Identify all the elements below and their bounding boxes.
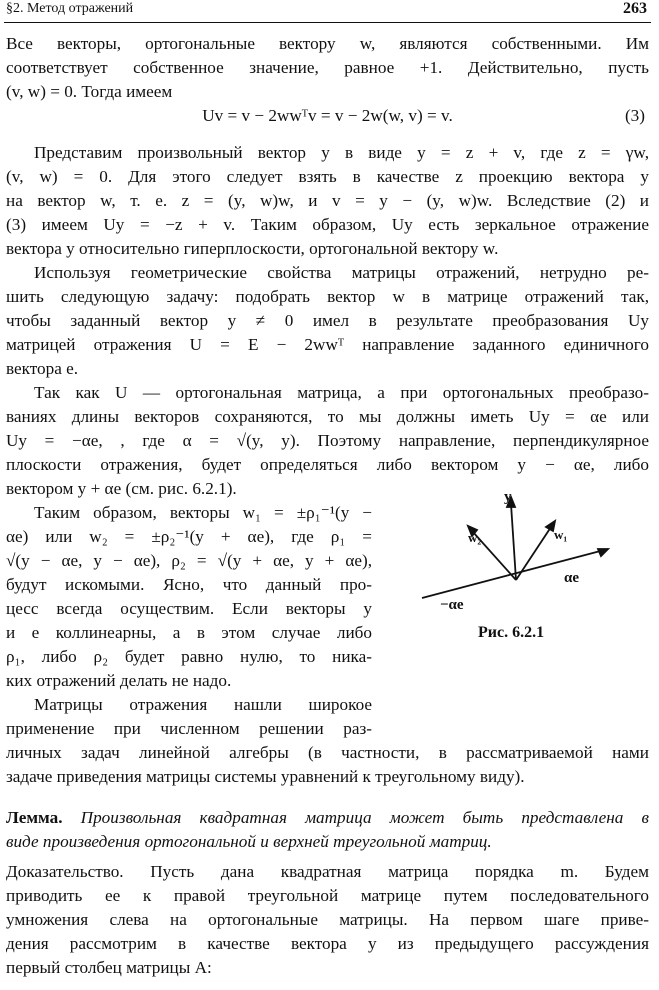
lemma-statement [6,808,649,828]
text-line: личных задач линейной алгебры (в частности, в рассматриваемой нами [6,743,649,762]
text-line: Используя геометрические свойства матрицы отражений, нетрудно ре- [34,263,649,282]
running-header [4,0,651,23]
text-line: √(y − αe, y − αe), ρ₂ = √(y + αe, y + αe), [6,551,372,570]
y-vector [511,504,516,580]
text-line: ρ₁, либо ρ₂ будет равно нулю, то ника- [6,647,372,666]
text-line: шить следующую задачу: подобрать вектор w в матрице отражений так, [6,287,649,306]
text-line: умножения слева на ортогональные матрицы. На первом шаге приве- [6,910,649,929]
label-alpha-e: αe [564,570,580,586]
text-line: ких отражений делать не надо. [6,671,232,690]
text-line: Представим произвольный вектор y в виде y = z + v, где z = γw, [34,143,649,162]
text-line: вектора e. [6,359,79,378]
text-line: вектором y + αe (см. рис. 6.2.1). [6,479,237,498]
lemma-text: Произвольная квадратная матрица может быть представлена в [80,808,649,827]
text-line: виде произведения ортогональной и верхней треугольной матриц. [6,832,492,851]
text-line: применение при численном решении раз- [6,719,372,738]
text-line: вектора y относительно гиперплоскости, ортогональной вектору w. [6,239,499,258]
text-line: ваниях длины векторов сохраняются, то мы должны иметь Uy = αe или [6,407,649,426]
w1-vector [516,527,551,580]
reflection-figure [418,485,648,630]
text-line: плоскости отражения, будет определяться либо вектором y − αe, либо [6,455,649,474]
text-line: (3) имеем Uy = −z + v. Таким образом, Uy есть зеркальное отражение [6,215,649,234]
text-line: на вектор w, т. е. z = (y, w)w, и v = y − (y, w)w. Вследствие (2) и [6,191,649,210]
text-line: (v, w) = 0. Тогда имеем [6,82,173,101]
text-line: будут искомыми. Ясно, что данный про- [6,575,372,594]
lemma-label: Лемма. [6,808,63,827]
figure-caption: Рис. 6.2.1 [478,624,545,641]
text-line: Все векторы, ортогональные вектору w, являются собственными. Им [6,34,649,53]
text-line: матрицей отражения U = E − 2wwᵀ направление заданного единичного [6,335,649,354]
label-w2: w₂ [468,530,482,545]
text-line: соответствует собственное значение, равное +1. Действительно, пусть [6,58,649,77]
alpha-e-arrowhead [598,549,608,556]
page-number: 263 [623,0,647,17]
text-line: Таким образом, векторы w₁ = ±ρ₁⁻¹(y − [34,503,372,522]
text-line: первый столбец матрицы A: [6,958,212,977]
text-line: чтобы заданный вектор y ≠ 0 имел в результате преобразования Uy [6,311,649,330]
equation-number: (3) [624,106,645,125]
label-y: y [504,489,512,505]
equation-3: Uv = v − 2wwᵀv = v − 2w(w, v) = v. [202,106,453,125]
text-line: задаче приведения матрицы системы уравнений к треугольному виду). [6,767,525,786]
text-line: цесс всегда осуществим. Если векторы y [6,599,372,618]
text-line: (v, w) = 0. Для этого следует взять в качестве z проекцию вектора y [6,167,649,186]
text-line: Так как U — ортогональная матрица, а при ортогональных преобразо- [34,383,649,402]
text-line: и e коллинеарны, а в этом случае либо [6,623,372,642]
label-w1: w₁ [554,527,568,542]
text-line: Доказательство. Пусть дана квадратная матрица порядка m. Будем [6,862,649,881]
text-line: Матрицы отражения нашли широкое [34,695,372,714]
text-line: приводить ее к правой треугольной матрице путем последовательного [6,886,649,905]
text-line: αe) или w₂ = ±ρ₂⁻¹(y + αe), где ρ₁ = [6,527,372,546]
label-minus-alpha-e: −αe [440,597,464,613]
text-line: дения рассмотрим в качестве вектора y из предыдущего рассуждения [6,934,649,953]
text-line: Uy = −αe, , где α = √(y, y). Поэтому направление, перпендикулярное [6,431,649,450]
section-title: §2. Метод отражений [6,1,134,16]
